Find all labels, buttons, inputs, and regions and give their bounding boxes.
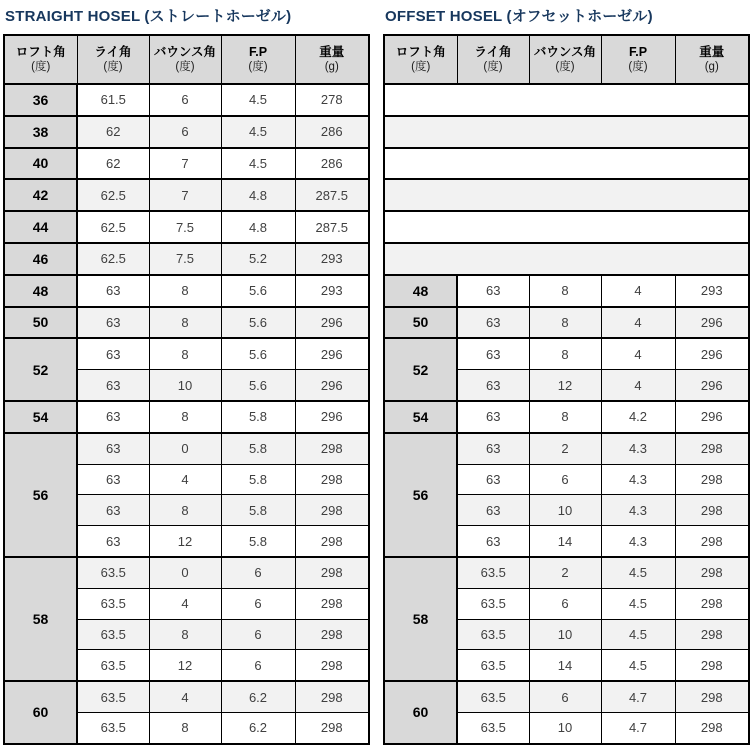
data-cell: 4.5 xyxy=(601,557,675,588)
table-row xyxy=(4,211,369,243)
data-cell: 4.5 xyxy=(601,650,675,681)
loft-cell: 52 xyxy=(384,338,457,401)
header-unit: (度) xyxy=(103,61,123,74)
table-body xyxy=(4,84,369,744)
empty-cell xyxy=(384,179,749,211)
data-cell: 63.5 xyxy=(457,619,529,650)
data-cell: 4.3 xyxy=(601,526,675,557)
empty-cell xyxy=(384,211,749,243)
data-cell: 63 xyxy=(77,464,149,495)
data-cell: 2 xyxy=(529,433,601,464)
data-cell: 14 xyxy=(529,650,601,681)
data-cell: 298 xyxy=(295,712,369,743)
header-unit: (g) xyxy=(324,61,339,74)
data-cell: 10 xyxy=(529,495,601,526)
data-cell: 5.8 xyxy=(221,495,295,526)
loft-cell: 56 xyxy=(384,433,457,557)
data-cell: 62 xyxy=(77,148,149,180)
table-body xyxy=(384,84,749,744)
data-cell: 63.5 xyxy=(77,712,149,743)
empty-cell xyxy=(384,243,749,275)
table-row xyxy=(4,433,369,464)
data-cell: 12 xyxy=(149,650,221,681)
straight-hosel-title: STRAIGHT HOSEL (ストレートホーゼル) xyxy=(5,8,292,25)
data-cell: 8 xyxy=(149,401,221,433)
data-cell: 6 xyxy=(149,84,221,116)
table-row xyxy=(4,179,369,211)
data-cell: 63.5 xyxy=(77,619,149,650)
data-cell: 63 xyxy=(457,338,529,369)
table-row xyxy=(384,338,749,369)
data-cell: 63.5 xyxy=(77,650,149,681)
empty-row xyxy=(384,84,749,116)
data-cell: 5.8 xyxy=(221,433,295,464)
data-cell: 293 xyxy=(295,275,369,307)
loft-cell: 38 xyxy=(4,116,77,148)
data-cell: 63 xyxy=(457,526,529,557)
data-cell: 6 xyxy=(221,650,295,681)
table-row xyxy=(4,307,369,339)
header-cell xyxy=(4,35,77,84)
empty-row xyxy=(384,179,749,211)
data-cell: 6 xyxy=(529,681,601,712)
data-cell: 298 xyxy=(675,464,749,495)
data-cell: 4 xyxy=(149,588,221,619)
empty-row xyxy=(384,243,749,275)
data-cell: 6 xyxy=(221,619,295,650)
data-cell: 6 xyxy=(221,588,295,619)
header-cell xyxy=(675,35,749,84)
data-cell: 298 xyxy=(295,433,369,464)
data-cell: 6.2 xyxy=(221,681,295,712)
data-cell: 4.2 xyxy=(601,401,675,433)
data-cell: 4.8 xyxy=(221,211,295,243)
offset-hosel-table xyxy=(383,34,750,745)
data-cell: 63.5 xyxy=(457,650,529,681)
data-cell: 8 xyxy=(149,712,221,743)
data-cell: 8 xyxy=(149,495,221,526)
data-cell: 0 xyxy=(149,557,221,588)
empty-cell xyxy=(384,116,749,148)
data-cell: 298 xyxy=(295,588,369,619)
data-cell: 4.3 xyxy=(601,464,675,495)
loft-cell: 54 xyxy=(4,401,77,433)
header-unit: (度) xyxy=(248,61,268,74)
data-cell: 6 xyxy=(529,464,601,495)
header-label: ロフト角 xyxy=(395,44,446,59)
data-cell: 8 xyxy=(529,401,601,433)
loft-cell: 58 xyxy=(4,557,77,681)
header-label: バウンス角 xyxy=(153,44,217,59)
data-cell: 293 xyxy=(295,243,369,275)
straight-hosel-table xyxy=(3,34,370,745)
data-cell: 298 xyxy=(295,495,369,526)
data-cell: 63.5 xyxy=(457,588,529,619)
header-cell xyxy=(77,35,149,84)
data-cell: 4 xyxy=(149,681,221,712)
data-cell: 6 xyxy=(221,557,295,588)
header-row xyxy=(384,35,749,84)
header-unit: (g) xyxy=(704,61,719,74)
header-label: ライ角 xyxy=(94,44,132,59)
table-row xyxy=(4,681,369,712)
header-cell xyxy=(529,35,601,84)
straight-hosel-panel xyxy=(3,4,369,745)
data-cell: 14 xyxy=(529,526,601,557)
loft-cell: 46 xyxy=(4,243,77,275)
data-cell: 7.5 xyxy=(149,243,221,275)
table-row xyxy=(4,84,369,116)
loft-cell: 60 xyxy=(384,681,457,744)
data-cell: 8 xyxy=(529,307,601,339)
data-cell: 10 xyxy=(529,712,601,743)
data-cell: 296 xyxy=(295,370,369,401)
header-cell xyxy=(295,35,369,84)
header-unit: (度) xyxy=(175,61,195,74)
loft-cell: 42 xyxy=(4,179,77,211)
empty-cell xyxy=(384,148,749,180)
data-cell: 296 xyxy=(675,307,749,339)
data-cell: 298 xyxy=(675,588,749,619)
data-cell: 4.8 xyxy=(221,179,295,211)
data-cell: 63 xyxy=(77,526,149,557)
empty-row xyxy=(384,211,749,243)
data-cell: 298 xyxy=(295,619,369,650)
data-cell: 286 xyxy=(295,148,369,180)
loft-cell: 56 xyxy=(4,433,77,557)
data-cell: 63 xyxy=(457,464,529,495)
data-cell: 286 xyxy=(295,116,369,148)
data-cell: 6 xyxy=(529,588,601,619)
data-cell: 298 xyxy=(675,681,749,712)
header-cell xyxy=(457,35,529,84)
header-label: ライ角 xyxy=(474,44,512,59)
data-cell: 8 xyxy=(529,275,601,307)
data-cell: 293 xyxy=(675,275,749,307)
loft-cell: 48 xyxy=(384,275,457,307)
data-cell: 5.6 xyxy=(221,338,295,369)
table-row xyxy=(4,148,369,180)
data-cell: 298 xyxy=(675,433,749,464)
loft-cell: 50 xyxy=(384,307,457,339)
data-cell: 8 xyxy=(149,275,221,307)
data-cell: 298 xyxy=(675,526,749,557)
data-cell: 4.5 xyxy=(601,619,675,650)
empty-cell xyxy=(384,84,749,116)
data-cell: 63.5 xyxy=(77,588,149,619)
data-cell: 8 xyxy=(149,338,221,369)
offset-hosel-title: OFFSET HOSEL (オフセットホーゼル) xyxy=(385,8,653,25)
data-cell: 287.5 xyxy=(295,211,369,243)
table-header xyxy=(384,35,749,84)
table-row xyxy=(384,275,749,307)
loft-cell: 58 xyxy=(384,557,457,681)
loft-cell: 52 xyxy=(4,338,77,401)
data-cell: 296 xyxy=(295,338,369,369)
data-cell: 4.3 xyxy=(601,495,675,526)
data-cell: 298 xyxy=(295,557,369,588)
data-cell: 4.5 xyxy=(221,148,295,180)
data-cell: 12 xyxy=(529,370,601,401)
data-cell: 298 xyxy=(675,495,749,526)
empty-row xyxy=(384,116,749,148)
table-row xyxy=(4,401,369,433)
data-cell: 61.5 xyxy=(77,84,149,116)
data-cell: 5.6 xyxy=(221,307,295,339)
data-cell: 278 xyxy=(295,84,369,116)
table-row xyxy=(4,243,369,275)
data-cell: 12 xyxy=(149,526,221,557)
loft-cell: 50 xyxy=(4,307,77,339)
header-cell xyxy=(601,35,675,84)
header-label: F.P xyxy=(248,44,268,59)
data-cell: 63 xyxy=(457,401,529,433)
data-cell: 10 xyxy=(529,619,601,650)
data-cell: 5.8 xyxy=(221,401,295,433)
data-cell: 4 xyxy=(601,307,675,339)
data-cell: 63 xyxy=(77,401,149,433)
data-cell: 5.8 xyxy=(221,526,295,557)
data-cell: 5.6 xyxy=(221,275,295,307)
data-cell: 63 xyxy=(77,370,149,401)
data-cell: 63.5 xyxy=(77,681,149,712)
data-cell: 7 xyxy=(149,148,221,180)
table-row xyxy=(384,433,749,464)
data-cell: 63 xyxy=(457,370,529,401)
data-cell: 63 xyxy=(77,495,149,526)
data-cell: 0 xyxy=(149,433,221,464)
data-cell: 63 xyxy=(457,307,529,339)
data-cell: 4 xyxy=(601,275,675,307)
data-cell: 298 xyxy=(295,681,369,712)
header-cell xyxy=(384,35,457,84)
header-unit: (度) xyxy=(483,61,503,74)
empty-row xyxy=(384,148,749,180)
data-cell: 296 xyxy=(675,370,749,401)
header-unit: (度) xyxy=(411,61,431,74)
data-cell: 63 xyxy=(457,433,529,464)
table-row xyxy=(4,557,369,588)
data-cell: 4.5 xyxy=(221,84,295,116)
loft-cell: 48 xyxy=(4,275,77,307)
data-cell: 7 xyxy=(149,179,221,211)
header-label: F.P xyxy=(628,44,648,59)
data-cell: 62 xyxy=(77,116,149,148)
data-cell: 6 xyxy=(149,116,221,148)
data-cell: 4 xyxy=(601,338,675,369)
header-label: バウンス角 xyxy=(533,44,597,59)
data-cell: 63 xyxy=(77,433,149,464)
header-cell xyxy=(221,35,295,84)
data-cell: 298 xyxy=(675,619,749,650)
loft-cell: 54 xyxy=(384,401,457,433)
data-cell: 63 xyxy=(77,307,149,339)
data-cell: 298 xyxy=(675,557,749,588)
table-row xyxy=(384,557,749,588)
data-cell: 5.6 xyxy=(221,370,295,401)
data-cell: 4.5 xyxy=(601,588,675,619)
table-row xyxy=(384,307,749,339)
data-cell: 298 xyxy=(295,464,369,495)
loft-cell: 44 xyxy=(4,211,77,243)
data-cell: 5.8 xyxy=(221,464,295,495)
header-unit: (度) xyxy=(555,61,575,74)
data-cell: 7.5 xyxy=(149,211,221,243)
header-row xyxy=(4,35,369,84)
data-cell: 63.5 xyxy=(457,681,529,712)
data-cell: 63 xyxy=(457,275,529,307)
table-row xyxy=(4,275,369,307)
data-cell: 4.5 xyxy=(221,116,295,148)
data-cell: 287.5 xyxy=(295,179,369,211)
data-cell: 63.5 xyxy=(457,712,529,743)
data-cell: 298 xyxy=(675,712,749,743)
data-cell: 8 xyxy=(149,619,221,650)
data-cell: 63 xyxy=(77,275,149,307)
data-cell: 4.7 xyxy=(601,712,675,743)
header-label: 重量 xyxy=(319,44,345,59)
data-cell: 298 xyxy=(295,650,369,681)
table-row xyxy=(4,116,369,148)
table-row xyxy=(4,338,369,369)
data-cell: 298 xyxy=(295,526,369,557)
offset-hosel-panel xyxy=(383,4,749,745)
header-unit: (度) xyxy=(628,61,648,74)
data-cell: 62.5 xyxy=(77,179,149,211)
data-cell: 8 xyxy=(529,338,601,369)
loft-cell: 60 xyxy=(4,681,77,744)
header-label: ロフト角 xyxy=(15,44,66,59)
data-cell: 62.5 xyxy=(77,243,149,275)
data-cell: 4 xyxy=(601,370,675,401)
data-cell: 63.5 xyxy=(457,557,529,588)
data-cell: 298 xyxy=(675,650,749,681)
data-cell: 4 xyxy=(149,464,221,495)
loft-cell: 40 xyxy=(4,148,77,180)
data-cell: 62.5 xyxy=(77,211,149,243)
data-cell: 8 xyxy=(149,307,221,339)
data-cell: 63 xyxy=(77,338,149,369)
header-cell xyxy=(149,35,221,84)
data-cell: 296 xyxy=(675,338,749,369)
loft-cell: 36 xyxy=(4,84,77,116)
data-cell: 4.3 xyxy=(601,433,675,464)
data-cell: 5.2 xyxy=(221,243,295,275)
data-cell: 4.7 xyxy=(601,681,675,712)
header-label: 重量 xyxy=(699,44,725,59)
data-cell: 6.2 xyxy=(221,712,295,743)
data-cell: 63 xyxy=(457,495,529,526)
data-cell: 63.5 xyxy=(77,557,149,588)
data-cell: 296 xyxy=(295,307,369,339)
data-cell: 296 xyxy=(295,401,369,433)
data-cell: 2 xyxy=(529,557,601,588)
data-cell: 10 xyxy=(149,370,221,401)
header-unit: (度) xyxy=(31,61,51,74)
table-header xyxy=(4,35,369,84)
table-row xyxy=(384,681,749,712)
data-cell: 296 xyxy=(675,401,749,433)
table-row xyxy=(384,401,749,433)
